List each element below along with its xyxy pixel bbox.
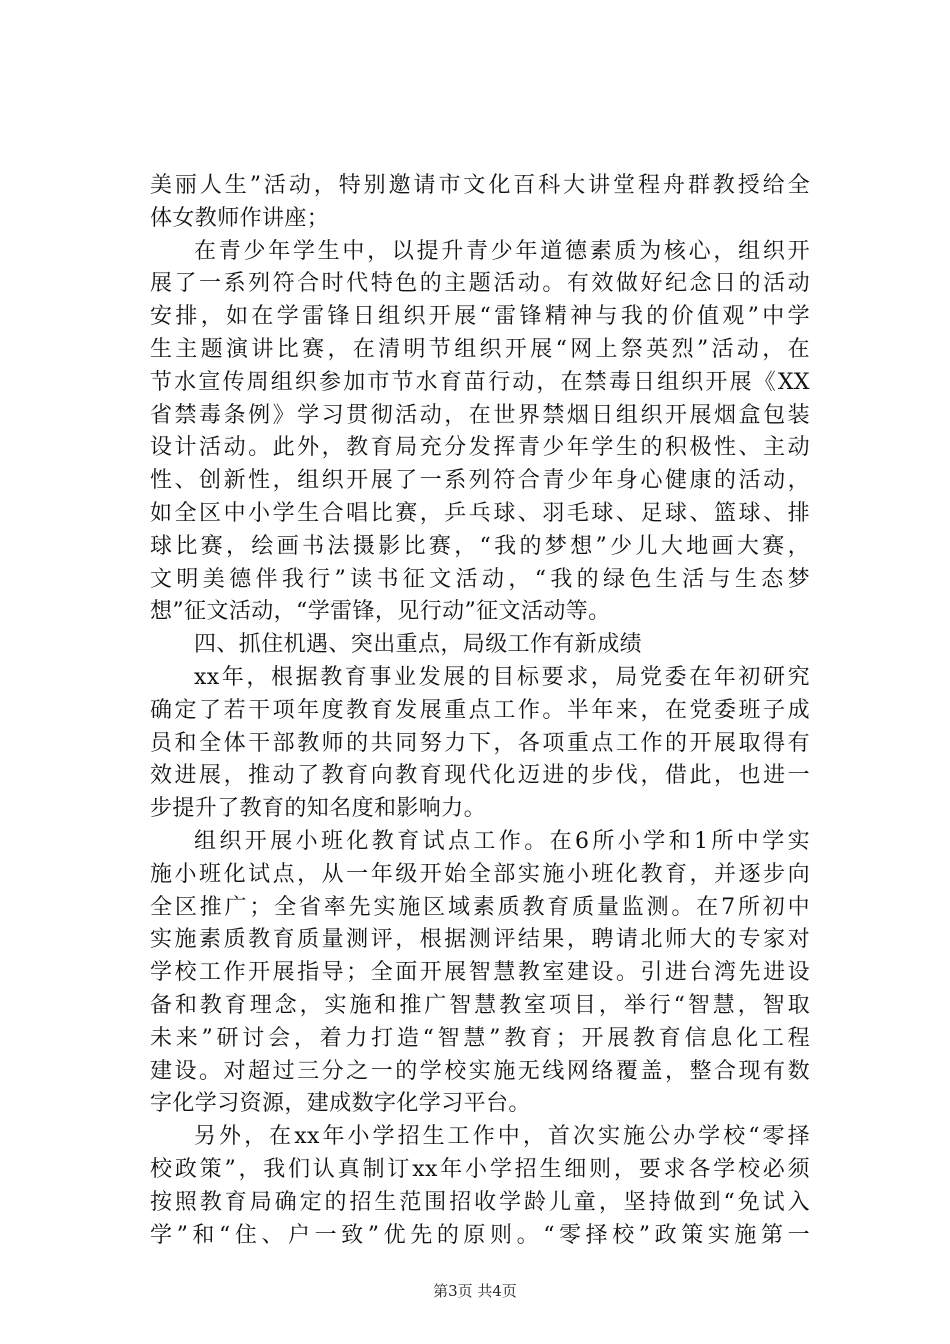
text-line: 实施素质教育质量测评，根据测评结果，聘请北师大的专家对 [150, 927, 810, 953]
text-line: 安排，如在学雷锋日组织开展“雷锋精神与我的价值观”中学 [150, 304, 810, 330]
text-line: 学校工作开展指导；全面开展智慧教室建设。引进台湾先进设 [150, 960, 810, 986]
page-number-footer: 第3页 共4页 [433, 1282, 517, 1300]
text-line: 全区推广；全省率先实施区域素质教育质量监测。在7所初中 [150, 894, 810, 920]
text-line: 字化学习资源，建成数字化学习平台。 [150, 1091, 531, 1117]
text-line: 确定了若干项年度教育发展重点工作。半年来，在党委班子成 [150, 697, 810, 723]
text-line: 省禁毒条例》学习贯彻活动，在世界禁烟日组织开展烟盒包装 [150, 402, 810, 428]
text-line: 按照教育局确定的招生范围招收学龄儿童，坚持做到“免试入 [150, 1189, 810, 1215]
text-line: 建设。对超过三分之一的学校实施无线网络覆盖，整合现有数 [150, 1058, 810, 1084]
text-line: 想”征文活动，“学雷锋，见行动”征文活动等。 [150, 599, 611, 625]
text-line: 备和教育理念，实施和推广智慧教室项目，举行“智慧，智取 [150, 992, 810, 1018]
text-line: 在青少年学生中，以提升青少年道德素质为核心，组织开 [194, 238, 810, 264]
text-line: 体女教师作讲座； [150, 205, 330, 231]
text-line: 性、创新性，组织开展了一系列符合青少年身心健康的活动， [150, 468, 810, 494]
text-line: 设计活动。此外，教育局充分发挥青少年学生的积极性、主动 [150, 435, 810, 461]
document-body [150, 170, 810, 1252]
text-line: 文明美德伴我行”读书征文活动，“我的绿色生活与生态梦 [150, 566, 810, 592]
text-line: 如全区中小学生合唱比赛，乒乓球、羽毛球、足球、篮球、排 [150, 500, 810, 526]
section-heading: 四、抓住机遇、突出重点，局级工作有新成绩 [194, 632, 643, 658]
text-line: 校政策”，我们认真制订xx年小学招生细则，要求各学校必须 [150, 1156, 810, 1182]
text-line: 施小班化试点，从一年级开始全部实施小班化教育，并逐步向 [150, 861, 810, 887]
text-line: 球比赛，绘画书法摄影比赛，“我的梦想”少儿大地画大赛， [150, 533, 810, 559]
text-line: 展了一系列符合时代特色的主题活动。有效做好纪念日的活动 [150, 271, 810, 297]
text-line: 未来”研讨会，着力打造“智慧”教育；开展教育信息化工程 [150, 1025, 810, 1051]
text-line: xx年，根据教育事业发展的目标要求，局党委在年初研究 [194, 664, 810, 690]
text-line: 美丽人生”活动，特别邀请市文化百科大讲堂程舟群教授给全 [150, 173, 810, 198]
text-line: 效进展，推动了教育向教育现代化迈进的步伐，借此，也进一 [150, 763, 810, 789]
text-line: 生主题演讲比赛，在清明节组织开展“网上祭英烈”活动，在 [150, 336, 810, 362]
text-line: 学”和“住、户一致”优先的原则。“零择校”政策实施第一 [150, 1222, 810, 1248]
text-line: 步提升了教育的知名度和影响力。 [150, 796, 487, 822]
text-line: 节水宣传周组织参加市节水育苗行动，在禁毒日组织开展《XX [150, 369, 810, 395]
text-line: 组织开展小班化教育试点工作。在6所小学和1所中学实 [194, 828, 810, 854]
text-line: 员和全体干部教师的共同努力下，各项重点工作的开展取得有 [150, 730, 810, 756]
text-line: 另外，在xx年小学招生工作中，首次实施公办学校“零择 [194, 1124, 810, 1150]
